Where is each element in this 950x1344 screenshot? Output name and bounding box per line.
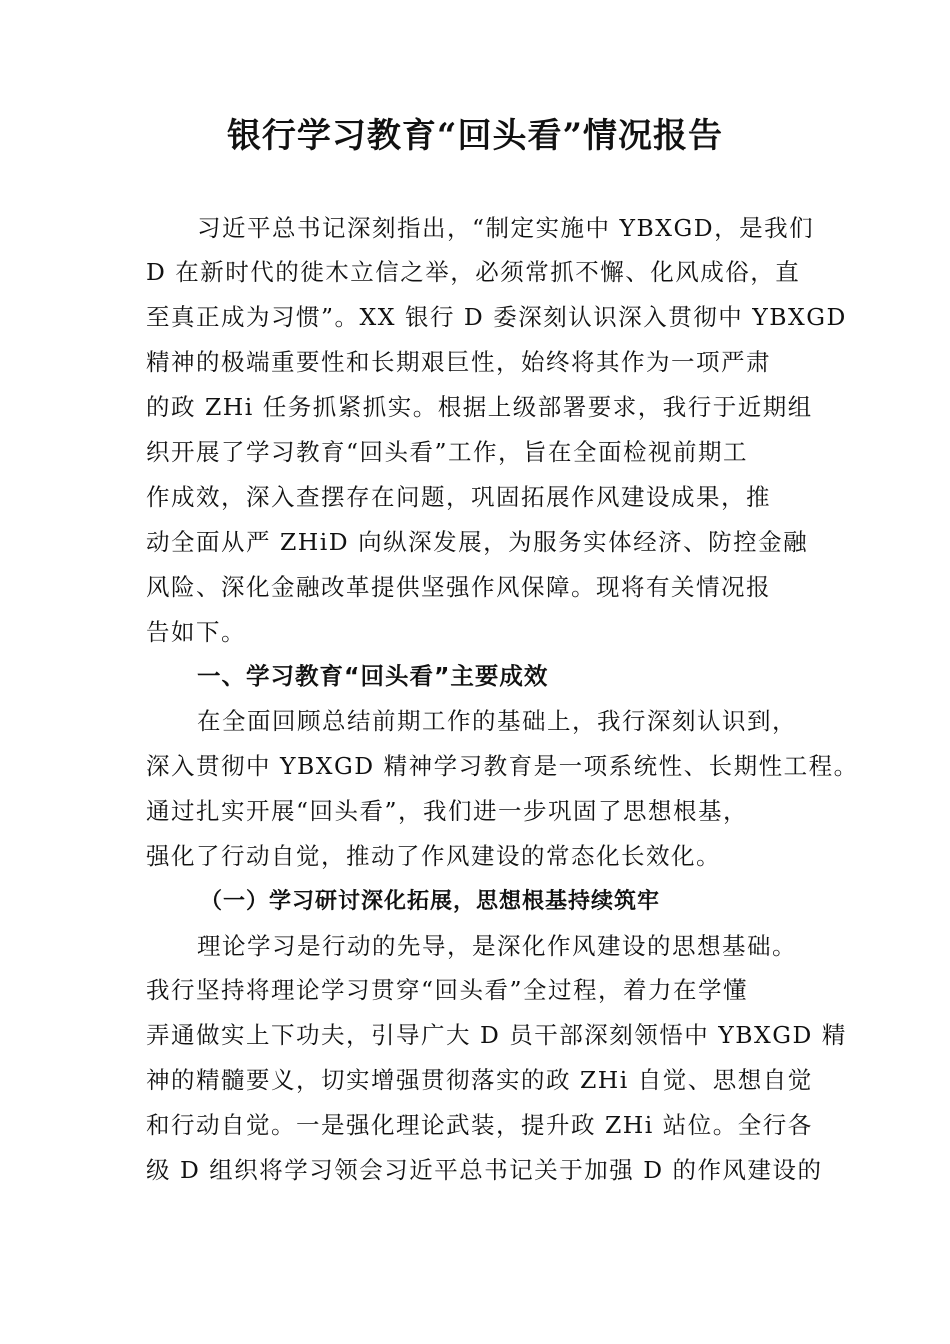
- body-line: 通过扎实开展“回头看”，我们进一步巩固了思想根基，: [146, 797, 749, 825]
- body-line: 理论学习是行动的先导，是深化作风建设的思想基础。: [197, 932, 797, 960]
- body-line: 级 D 组织将学习领会习近平总书记关于加强 D 的作风建设的: [146, 1156, 823, 1184]
- body-line: 的政 ZHi 任务抓紧抓实。根据上级部署要求，我行于近期组: [146, 393, 813, 421]
- body-line: 在全面回顾总结前期工作的基础上，我行深刻认识到，: [197, 707, 797, 735]
- body-line: 弄通做实上下功夫，引导广大 D 员干部深刻领悟中 YBXGD 精: [146, 1021, 847, 1049]
- body-line: 神的精髓要义，切实增强贯彻落实的政 ZHi 自觉、思想自觉: [146, 1066, 813, 1094]
- body-line: 和行动自觉。一是强化理论武装，提升政 ZHi 站位。全行各: [146, 1111, 813, 1139]
- body-line: 习近平总书记深刻指出，“制定实施中 YBXGD，是我们: [197, 214, 815, 242]
- body-line: 强化了行动自觉，推动了作风建设的常态化长效化。: [146, 842, 721, 870]
- body-line: 至真正成为习惯”。XX 银行 D 委深刻认识深入贯彻中 YBXGD: [146, 303, 847, 331]
- body-line: 精神的极端重要性和长期艰巨性，始终将其作为一项严肃: [146, 348, 771, 376]
- body-line: D 在新时代的徙木立信之举，必须常抓不懈、化风成俗，直: [146, 258, 801, 286]
- document-title: 银行学习教育“回头看”情况报告: [226, 116, 724, 156]
- body-line: 动全面从严 ZHiD 向纵深发展，为服务实体经济、防控金融: [146, 528, 809, 556]
- body-line: 深入贯彻中 YBXGD 精神学习教育是一项系统性、长期性工程。: [146, 752, 859, 780]
- body-line: 织开展了学习教育“回头看”工作，旨在全面检视前期工: [146, 438, 749, 466]
- body-line: 我行坚持将理论学习贯穿“回头看”全过程，着力在学懂: [146, 976, 749, 1004]
- body-line: 作成效，深入查摆存在问题，巩固拓展作风建设成果，推: [146, 483, 771, 511]
- body-line: 告如下。: [146, 618, 246, 646]
- subsection-heading: （一）学习研讨深化拓展，思想根基持续筑牢: [200, 888, 661, 914]
- section-heading: 一、学习教育“回头看”主要成效: [197, 662, 549, 690]
- body-line: 风险、深化金融改革提供坚强作风保障。现将有关情况报: [146, 573, 771, 601]
